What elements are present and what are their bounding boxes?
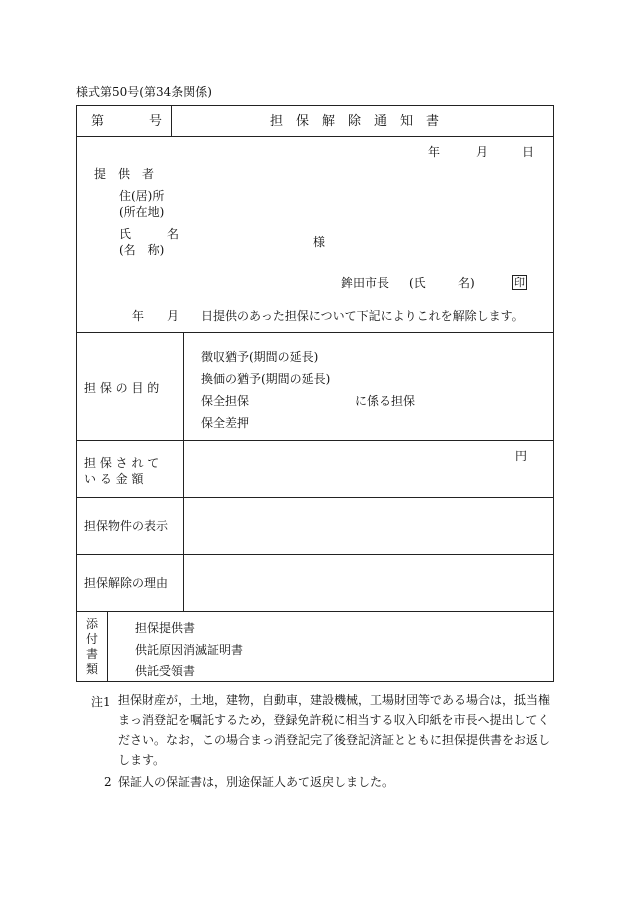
statement-month: 月 xyxy=(167,309,180,323)
amount-label-2: い る 金 額 xyxy=(84,472,144,486)
notice-form xyxy=(76,105,554,682)
date-year: 年 xyxy=(428,145,441,159)
statement-text: 日提供のあった担保について下記によりこれを解除します。 xyxy=(201,309,524,323)
attachments-label: 添付書類 xyxy=(85,617,98,676)
rule-body xyxy=(77,332,553,333)
purpose-option: 換価の猶予(期間の延長) xyxy=(201,372,331,386)
mayor-name-open: (氏 xyxy=(409,276,426,290)
amount-unit: 円 xyxy=(515,449,528,463)
purpose-option: 保全担保 xyxy=(201,394,250,408)
rule-attach-column xyxy=(107,611,108,682)
amount-label: 担 保 さ れ て xyxy=(84,456,160,470)
mayor-title: 鉾田市長 xyxy=(341,276,390,290)
number-suffix: 号 xyxy=(149,114,163,129)
rule-label-column xyxy=(183,332,184,611)
name-label: 氏 名 xyxy=(119,227,180,241)
rule-reason xyxy=(77,611,553,612)
statement-year: 年 xyxy=(132,309,145,323)
note-1-text: 担保財産が，土地，建物，自動車，建設機械，工場財団等である場合は，抵当権まっ消登記を嘱託するため，登録免許税に相当する収入印紙を市長へ提出してください。なお，この場合まっ消登記完了後登記済証とともに担保提供書をお返しします。 xyxy=(118,693,551,767)
reason-label: 担保解除の理由 xyxy=(84,576,169,590)
provider-label: 提 供 者 xyxy=(94,167,155,181)
name-label-alt: (名 称) xyxy=(119,243,165,257)
form-id: 様式第50号(第34条関係) xyxy=(76,85,212,99)
note-2-text: 保証人の保証書は，別途保証人あて返戻しました。 xyxy=(118,775,395,789)
purpose-option: 徴収猶予(期間の延長) xyxy=(201,350,319,364)
rule-purpose xyxy=(77,440,553,441)
rule-property xyxy=(77,554,553,555)
address-label-alt: (所在地) xyxy=(119,205,165,219)
purpose-label: 担 保 の 目 的 xyxy=(84,381,160,395)
form-title: 担 保 解 除 通 知 書 xyxy=(270,114,440,129)
honorific: 様 xyxy=(313,235,326,249)
address-label: 住(居)所 xyxy=(119,189,165,203)
attachment-item: 供託原因消滅証明書 xyxy=(135,643,244,657)
seal-mark: 印 xyxy=(514,276,525,289)
purpose-option: 保全差押 xyxy=(201,416,250,430)
purpose-suffix: に係る担保 xyxy=(355,394,416,408)
mayor-name-close: 名) xyxy=(458,276,475,290)
date-day: 日 xyxy=(522,145,535,159)
note-2-number: 2 xyxy=(104,775,112,789)
rule-header xyxy=(77,136,553,137)
number-prefix: 第 xyxy=(91,114,105,129)
attachment-item: 担保提供書 xyxy=(135,621,196,635)
rule-header-vertical xyxy=(171,106,172,136)
rule-amount xyxy=(77,497,553,498)
property-label: 担保物件の表示 xyxy=(84,519,169,533)
date-month: 月 xyxy=(476,145,489,159)
note-1-number: 注1 xyxy=(91,695,111,709)
attachment-item: 供託受領書 xyxy=(135,664,196,678)
